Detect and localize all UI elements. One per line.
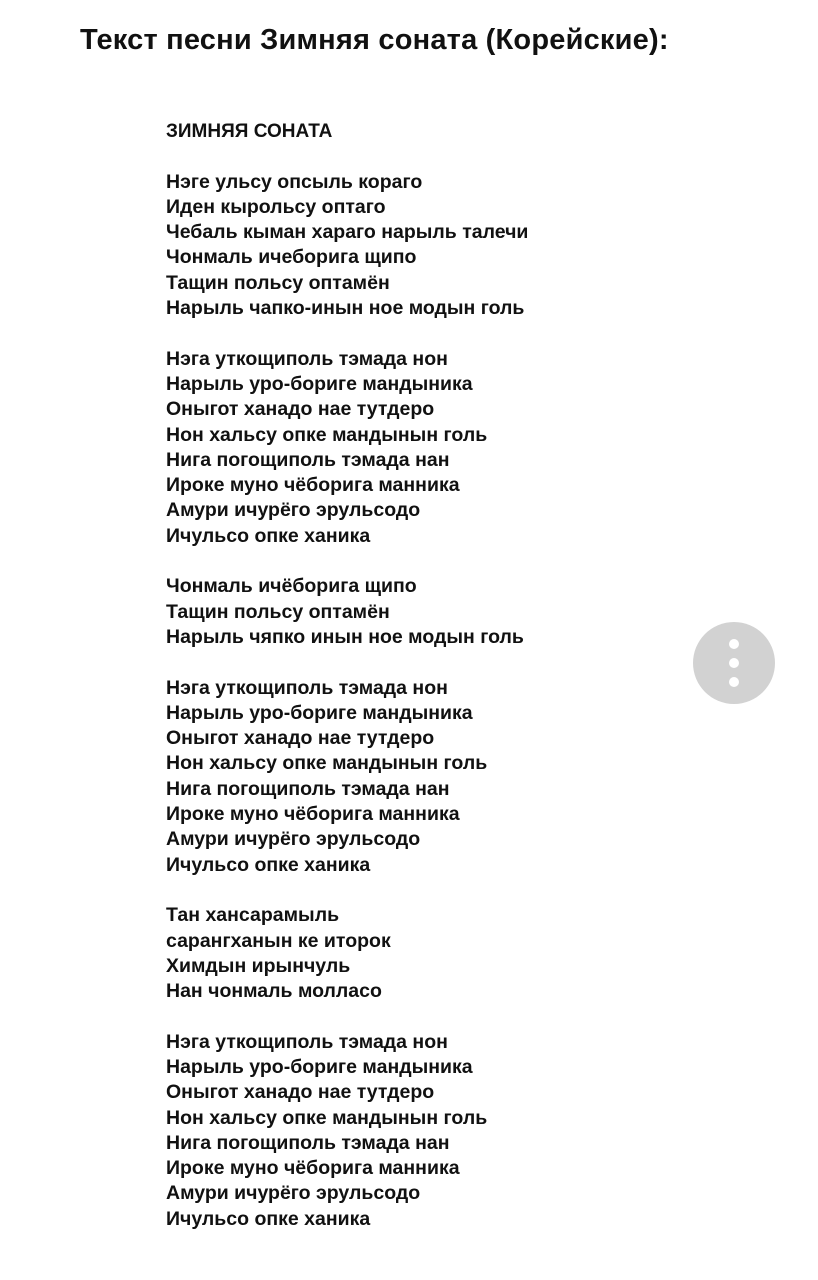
lyric-line: Ироке муно чёборига манника: [166, 1157, 460, 1180]
lyric-line: Нэга уткощиполь тэмада нон: [166, 1030, 448, 1053]
lyric-line: Оныгот ханадо нае тутдеро: [166, 727, 435, 750]
stanza: [166, 1030, 686, 1232]
lyric-line: Ичульсо опке ханика: [166, 524, 371, 547]
lyric-line: Нэга уткощиполь тэмада нон: [166, 676, 448, 699]
lyric-line: сарангханын ке иторок: [166, 929, 391, 952]
page-title: Текст песни Зимняя соната (Корейские):: [80, 24, 669, 56]
lyric-line: Ичульсо опке ханика: [166, 1207, 371, 1230]
lyric-line: Чебаль кыман хараго нарыль талечи: [166, 221, 529, 244]
lyric-line: Нэга уткощиполь тэмада нон: [166, 347, 448, 370]
song-heading: ЗИМНЯЯ СОНАТА: [166, 121, 333, 142]
lyric-line: Чонмаль ичёборига щипо: [166, 575, 417, 598]
lyric-line: Амури ичурёго эрульсодо: [166, 828, 421, 851]
lyric-line: Нига погощиполь тэмада нан: [166, 777, 450, 800]
lyric-line: Ироке муно чёборига манника: [166, 803, 460, 826]
lyric-line: Тащин польсу оптамён: [166, 600, 390, 623]
lyric-line: Тан хансарамыль: [166, 904, 340, 927]
lyric-line: Ироке муно чёборига манника: [166, 474, 460, 497]
stanza: [166, 170, 686, 322]
lyric-line: Нига погощиполь тэмада нан: [166, 448, 450, 471]
lyric-line: Иден кырольсу оптаго: [166, 195, 386, 218]
lyric-line: Тащин польсу оптамён: [166, 271, 390, 294]
lyric-line: Нан чонмаль молласо: [166, 980, 382, 1003]
lyric-line: Нарыль уро-бориге мандыника: [166, 701, 473, 724]
lyric-line: Нарыль уро-бориге мандыника: [166, 1055, 473, 1078]
more-options-button[interactable]: [693, 622, 775, 704]
lyric-line: Нэге ульсу опсыль кораго: [166, 170, 423, 193]
stanza: [166, 676, 686, 878]
stanza: [166, 574, 686, 650]
lyric-line: Нарыль чапко-инын ное модын голь: [166, 297, 525, 320]
lyric-line: Нарыль чяпко инын ное модын голь: [166, 625, 524, 648]
lyric-line: Чонмаль ичеборига щипо: [166, 246, 417, 269]
lyric-line: Амури ичурёго эрульсодо: [166, 499, 421, 522]
lyric-line: Нарыль уро-бориге мандыника: [166, 372, 473, 395]
lyric-line: Оныгот ханадо нае тутдеро: [166, 398, 435, 421]
lyric-line: Ичульсо опке ханика: [166, 853, 371, 876]
lyrics-container: [166, 119, 686, 1257]
stanza: [166, 903, 686, 1004]
lyric-line: Нон хальсу опке мандынын голь: [166, 423, 488, 446]
lyric-line: Оныгот ханадо нае тутдеро: [166, 1081, 435, 1104]
stanza: [166, 347, 686, 549]
lyric-line: Нон хальсу опке мандынын голь: [166, 752, 488, 775]
lyric-line: Химдын ирынчуль: [166, 954, 351, 977]
lyric-line: Нон хальсу опке мандынын голь: [166, 1106, 488, 1129]
lyric-line: Амури ичурёго эрульсодо: [166, 1182, 421, 1205]
lyric-line: Нига погощиполь тэмада нан: [166, 1131, 450, 1154]
